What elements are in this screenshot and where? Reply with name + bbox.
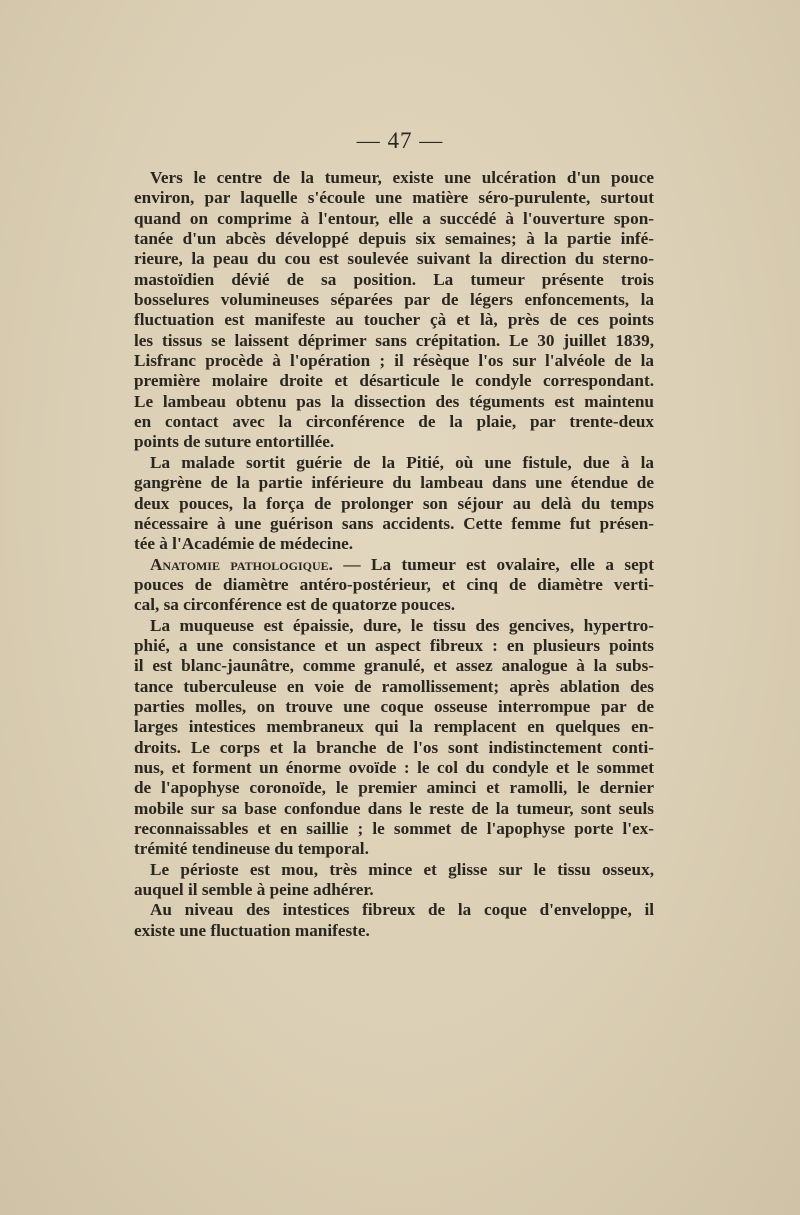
text-line: parties molles, on trouve une coque osseuse interrompue par de — [134, 696, 654, 716]
text-line: Le périoste est mou, très mince et glisse sur le tissu osseux, — [150, 859, 654, 879]
section-heading: Anatomie pathologique. — [150, 554, 333, 574]
text-line: Lisfranc procède à l'opération ; il résèque l'os sur l'alvéole de la — [134, 351, 654, 371]
text-line: nécessaire à une guérison sans accidents. Cette femme fut présen- — [134, 513, 654, 533]
text-line: mastoïdien dévié de sa position. La tumeur présente trois — [134, 269, 654, 289]
text-line: points de suture entortillée. — [134, 432, 335, 452]
text-line: deux pouces, la força de prolonger son séjour au delà du temps — [134, 493, 654, 513]
text-line: droits. Le corps et la branche de l'os sont indistinctement conti- — [134, 737, 654, 757]
text-line: de l'apophyse coronoïde, le premier aminci et ramolli, le dernier — [134, 778, 654, 798]
paragraph-2 — [134, 453, 654, 555]
text-line: quand on comprime à l'entour, elle a succédé à l'ouverture spon- — [134, 208, 654, 228]
text-line: en contact avec la circonférence de la plaie, par trente-deux — [134, 412, 654, 432]
text-line: phié, a une consistance et un aspect fibreux : en plusieurs points — [134, 635, 654, 655]
paragraph-1 — [134, 168, 654, 453]
text-line: Vers le centre de la tumeur, existe une ulcération d'un pouce — [150, 168, 654, 187]
text-line: gangrène de la partie inférieure du lambeau dans une étendue de — [134, 473, 654, 493]
text-line: rieure, la peau du cou est soulevée suivant la direction du sterno- — [134, 249, 654, 269]
text-line: existe une fluctuation manifeste. — [134, 920, 370, 940]
text-line: les tissus se laissent déprimer sans crépitation. Le 30 juillet 1839, — [134, 330, 654, 350]
text-line — [134, 555, 654, 575]
body-text — [134, 168, 654, 941]
text-line: environ, par laquelle s'écoule une matière séro-purulente, surtout — [134, 188, 654, 208]
paragraph-5 — [134, 860, 654, 901]
text-line: La muqueuse est épaissie, dure, le tissu des gencives, hypertro- — [150, 615, 654, 635]
text-line: première molaire droite et désarticule le condyle correspondant. — [134, 371, 654, 391]
text-line: bosselures volumineuses séparées par de légers enfoncements, la — [134, 290, 654, 310]
page-number: — 47 — — [356, 128, 444, 153]
text-line: La malade sortit guérie de la Pitié, où une fistule, due à la — [150, 452, 654, 472]
text-line: mobile sur sa base confondue dans le reste de la tumeur, sont seuls — [134, 798, 654, 818]
text-line: il est blanc-jaunâtre, comme granulé, et assez analogue à la subs- — [134, 656, 654, 676]
text-line: cal, sa circonférence est de quatorze pouces. — [134, 595, 456, 615]
text-line: tée à l'Académie de médecine. — [134, 534, 354, 554]
text-line: tanée d'un abcès développé depuis six semaines; à la partie infé- — [134, 229, 654, 249]
text-line: reconnaissables et en saillie ; le sommet de l'apophyse porte l'ex- — [134, 819, 654, 838]
paragraph-6 — [134, 900, 654, 941]
text-line: Au niveau des intestices fibreux de la coque d'enveloppe, il — [150, 900, 654, 920]
paragraph-4 — [134, 616, 654, 860]
text-line: tance tuberculeuse en voie de ramollissement; après ablation des — [134, 676, 654, 696]
text-line: nus, et forment un énorme ovoïde : le col du condyle et le sommet — [134, 757, 654, 777]
text-line: larges intestices membraneux qui la remplacent en quelques en- — [134, 717, 654, 737]
text-line: trémité tendineuse du temporal. — [134, 839, 369, 859]
text-line: pouces de diamètre antéro-postérieur, et cinq de diamètre verti- — [134, 574, 654, 594]
text-line: Le lambeau obtenu pas la dissection des téguments est maintenu — [134, 391, 654, 411]
paragraph-3 — [134, 555, 654, 616]
text-fragment: — La tumeur est ovalaire, elle a sept — [332, 554, 655, 574]
text-line: fluctuation est manifeste au toucher çà et là, près de ces points — [134, 310, 654, 330]
text-line: auquel il semble à peine adhérer. — [134, 880, 374, 900]
